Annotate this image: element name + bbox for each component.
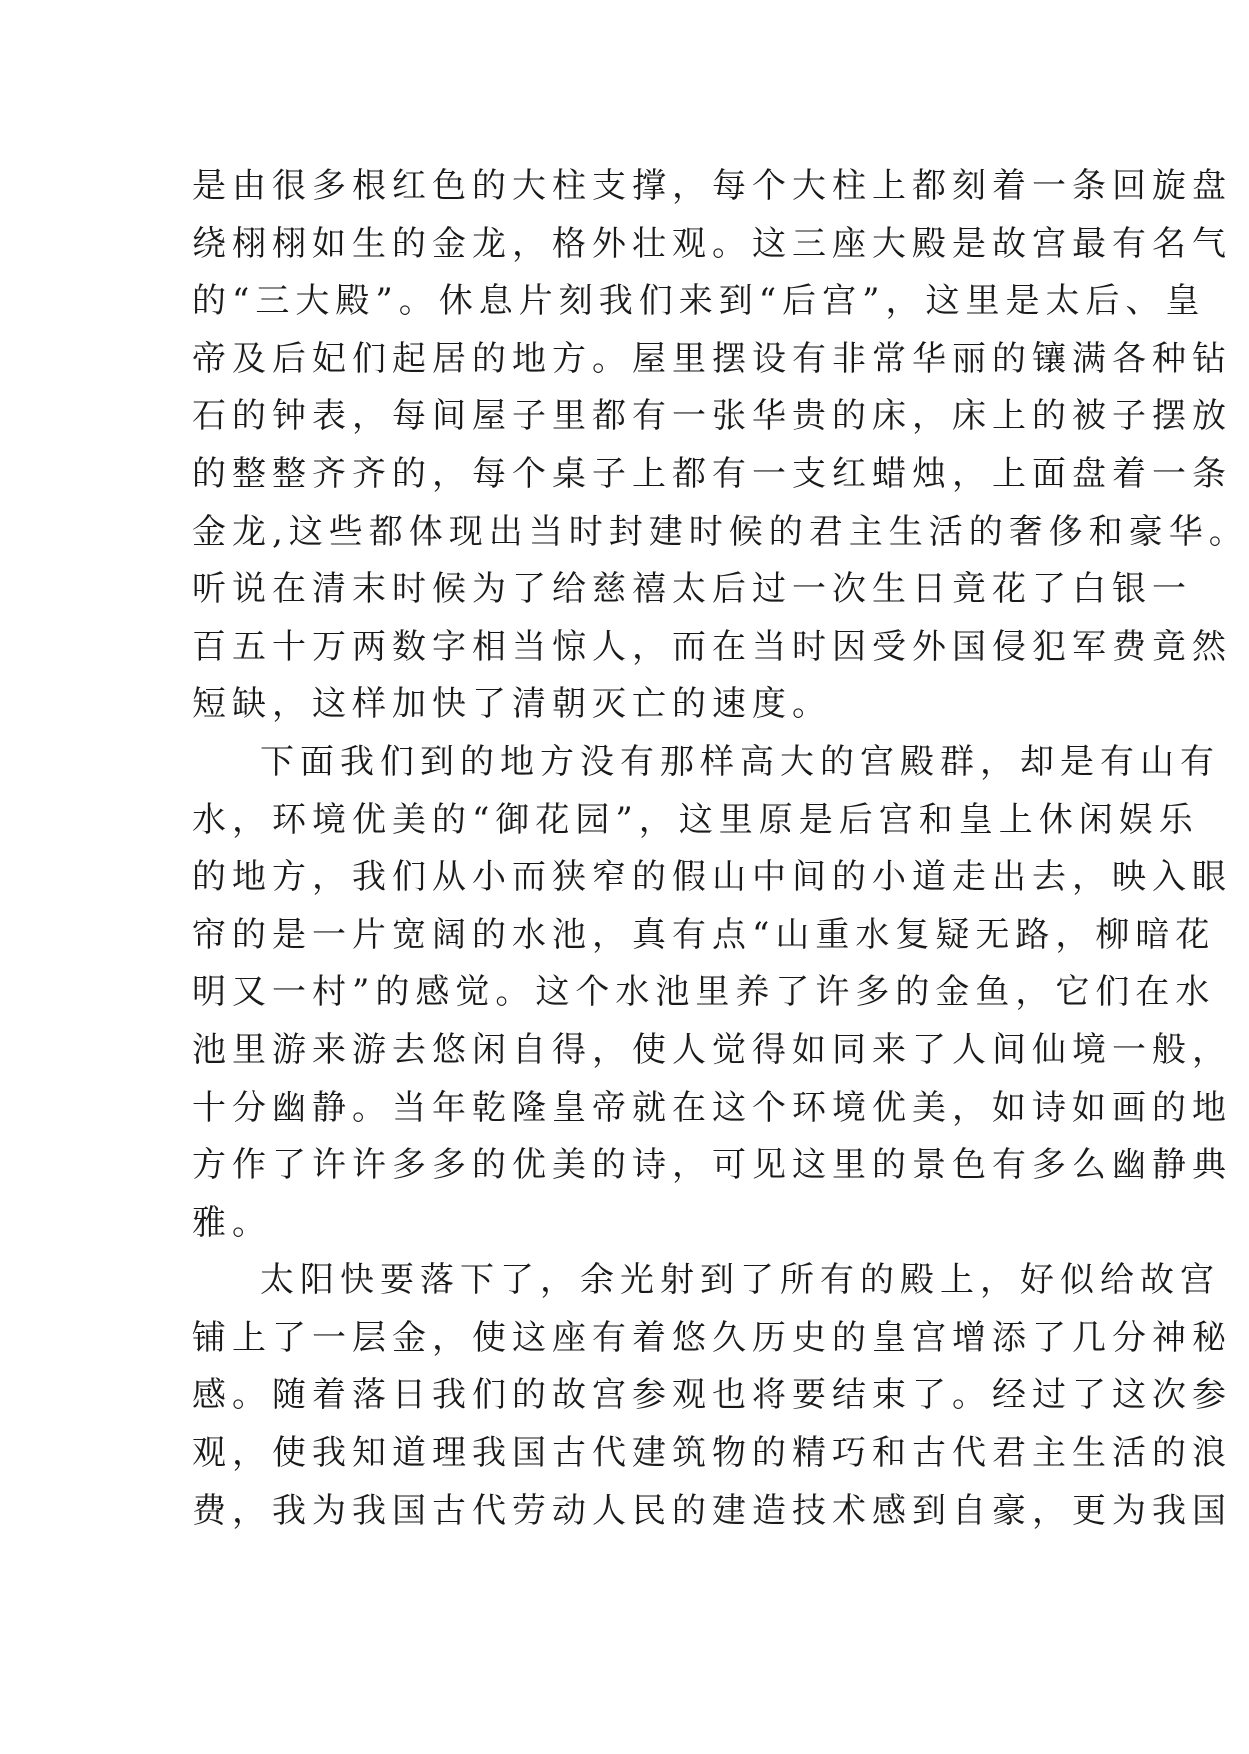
- text-line: 水，环境优美的“御花园”，这里原是后宫和皇上休闲娱乐: [192, 799, 1199, 840]
- paragraph-first-line: 太阳快要落下了，余光射到了所有的殿上，好似给故宫: [260, 1260, 1220, 1301]
- text-line: 帘的是一片宽阔的水池，真有点“山重水复疑无路，柳暗花: [192, 914, 1216, 955]
- text-line: 石的钟表，每间屋子里都有一张华贵的床，床上的被子摆放: [192, 396, 1232, 437]
- text-line: 帝及后妃们起居的地方。屋里摆设有非常华丽的镶满各种钻: [192, 338, 1232, 379]
- text-line: 池里游来游去悠闲自得，使人觉得如同来了人间仙境一般，: [192, 1029, 1232, 1070]
- text-line: 百五十万两数字相当惊人，而在当时因受外国侵犯军费竟然: [192, 626, 1232, 667]
- text-line: 铺上了一层金，使这座有着悠久历史的皇宫增添了几分神秘: [192, 1317, 1232, 1358]
- text-line: 观，使我知道理我国古代建筑物的精巧和古代君主生活的浪: [192, 1433, 1232, 1474]
- text-line: 费，我为我国古代劳动人民的建造技术感到自豪，更为我国: [192, 1490, 1232, 1531]
- paragraph-first-line: 下面我们到的地方没有那样高大的宫殿群，却是有山有: [260, 741, 1220, 782]
- text-line: 短缺，这样加快了清朝灭亡的速度。: [192, 684, 832, 725]
- body-text: [192, 158, 1249, 1540]
- text-line: 的整整齐齐的，每个桌子上都有一支红蜡烛，上面盘着一条: [192, 453, 1232, 494]
- text-line: 雅。: [192, 1202, 272, 1243]
- text-line: 金龙,这些都体现出当时封建时候的君主生活的奢侈和豪华。: [192, 511, 1249, 552]
- text-line: 绕栩栩如生的金龙，格外壮观。这三座大殿是故宫最有名气: [192, 223, 1232, 264]
- text-line: 是由很多根红色的大柱支撑，每个大柱上都刻着一条回旋盘: [192, 166, 1232, 206]
- text-line: 的“三大殿”。休息片刻我们来到“后宫”，这里是太后、皇: [192, 281, 1206, 322]
- text-line: 感。随着落日我们的故宫参观也将要结束了。经过了这次参: [192, 1375, 1232, 1416]
- text-line: 明又一村”的感觉。这个水池里养了许多的金鱼，它们在水: [192, 972, 1216, 1013]
- text-line: 听说在清末时候为了给慈禧太后过一次生日竟花了白银一: [192, 569, 1192, 610]
- text-line: 的地方，我们从小而狭窄的假山中间的小道走出去，映入眼: [192, 857, 1232, 898]
- text-line: 方作了许许多多的优美的诗，可见这里的景色有多么幽静典: [192, 1145, 1232, 1186]
- text-line: 十分幽静。当年乾隆皇帝就在这个环境优美，如诗如画的地: [192, 1087, 1232, 1128]
